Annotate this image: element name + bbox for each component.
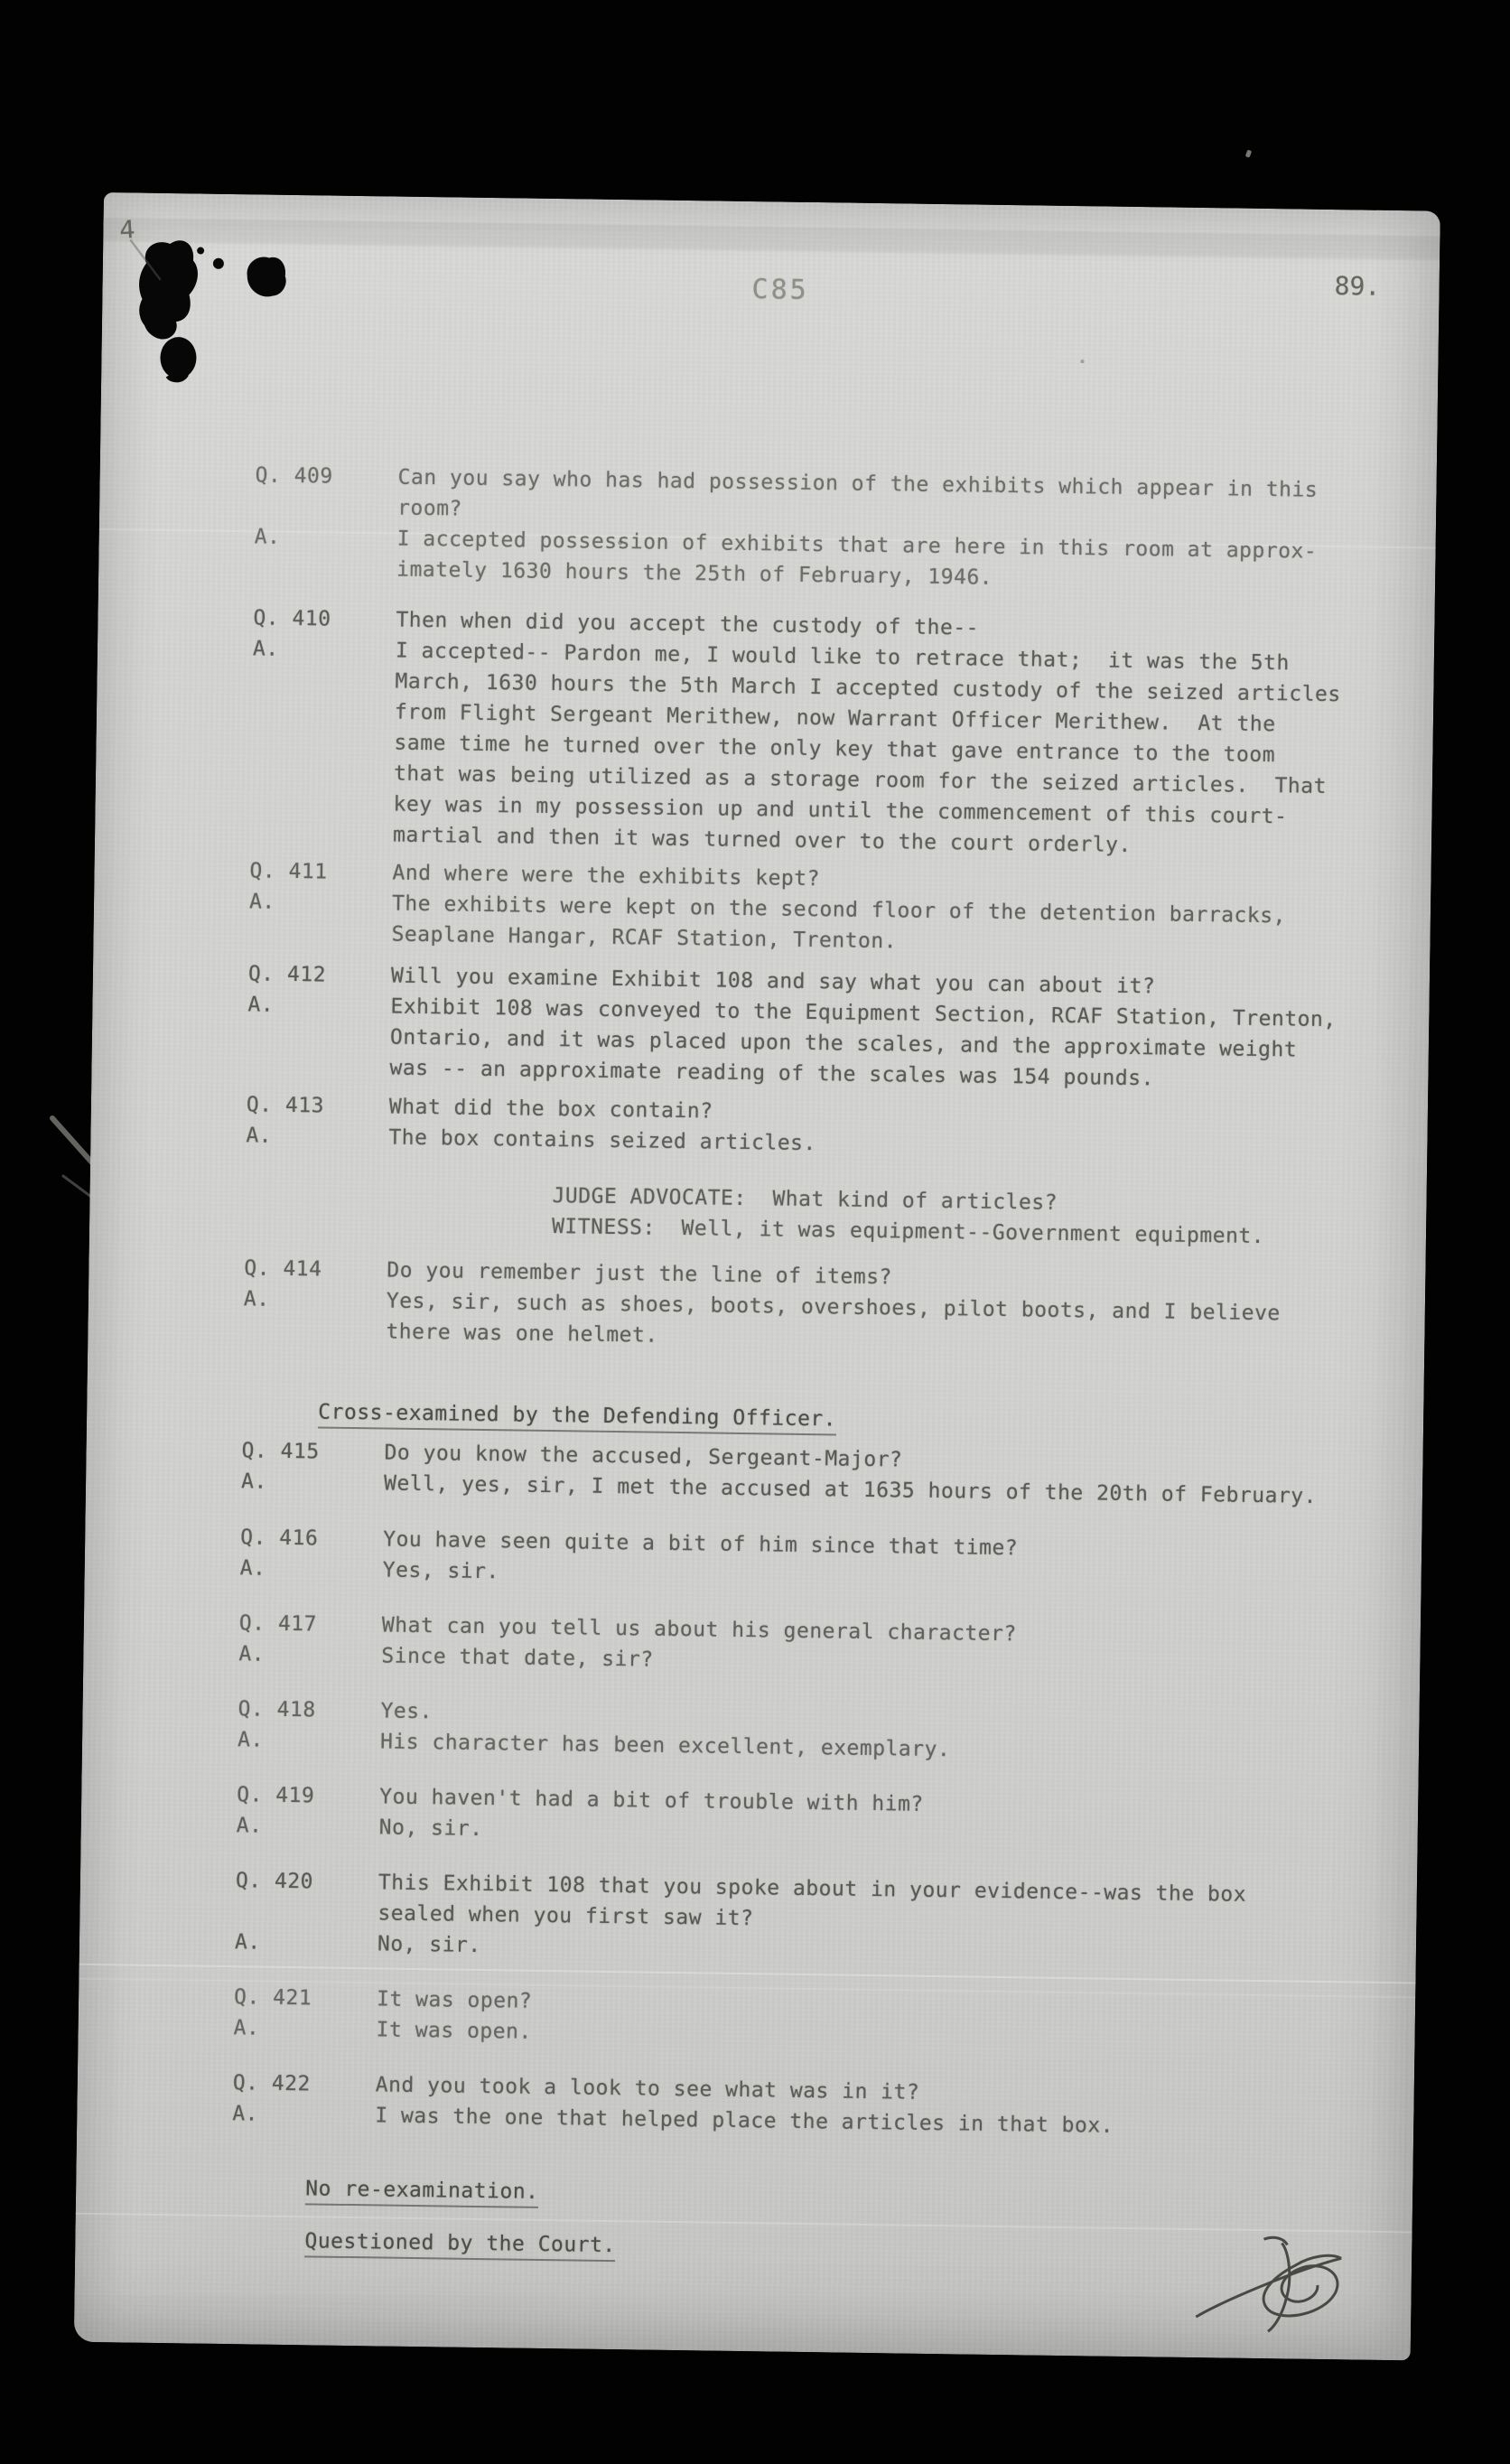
answer-text-line: same time he turned over the only key that gave entrance to the toom [394,731,1276,768]
question-text-line: What did the box contain? [388,1095,713,1124]
question-number: Q. 409 [255,463,333,489]
question-text-line: Can you say who has had possession of the exhibits which appear in this [397,465,1319,502]
question-number: Q. 422 [232,2071,312,2096]
answer-text-line: Exhibit 108 was conveyed to the Equipment Section, RCAF Station, Trenton, [390,994,1337,1032]
question-text-line: room? [396,496,463,521]
answer-text-line: I accepted possession of exhibits that are here in this room at approx- [396,527,1318,564]
handwritten-corner-number: 4 [118,215,136,245]
answer-label: A. [252,637,279,661]
answer-text-line: Ontario, and it was placed upon the scales, and the approximate weight [389,1025,1298,1062]
answer-text-line: His character has been excellent, exemplary. [379,1730,951,1762]
answer-text-line: Yes, sir. [382,1558,500,1584]
answer-text-line: The box contains seized articles. [388,1125,817,1156]
answer-label: A. [232,2102,259,2126]
cross-examination-heading-text: Cross-examined by the Defending Officer. [318,1400,836,1435]
answer-label: A. [234,1930,261,1955]
answer-text-line: Since that date, sir? [381,1644,654,1672]
answer-label: A. [239,1556,266,1581]
answer-label: A. [233,2016,260,2040]
no-reexamination-heading: No re-examination. [227,2142,539,2238]
header-center-code: C85 [751,274,809,306]
answer-text-line: Well, yes, sir, I met the accused at 1635 hours of the 20th of February. [383,1471,1318,1508]
document-page [74,192,1440,2360]
answer-label: A. [236,1814,263,1838]
answer-text-line: key was in my possession up and until the commencement of this court- [393,792,1288,829]
question-number: Q. 421 [233,1985,312,2011]
answer-label: A. [248,890,275,914]
question-text-line: Do you remember just the line of items? [387,1258,893,1290]
answer-text-line: martial and then it was turned over to the court orderly. [392,823,1132,857]
question-number: Q. 412 [247,962,327,987]
question-text-line: And where were the exhibits kept? [392,861,821,891]
question-number: Q. 410 [253,606,331,631]
answer-text-line: Seaplane Hangar, RCAF Station, Trenton. [391,922,898,954]
question-text-line: Do you know the accused, Sergeant-Major? [384,1441,903,1472]
question-text-line: What can you tell us about his general character? [381,1613,1018,1647]
question-text-line: And you took a look to see what was in it? [375,2073,920,2105]
questioned-by-court-heading: Questioned by the Court. [227,2194,617,2291]
answer-text-line: Yes, sir, such as shoes, boots, overshoes, pilot boots, and I believe [386,1289,1281,1326]
answer-text-line: I was the one that helped place the articles in that box. [375,2104,1114,2138]
question-number: Q. 417 [238,1611,318,1637]
question-number: Q. 411 [249,859,328,884]
answer-label: A. [237,1728,264,1752]
answer-label: A. [238,1642,266,1666]
question-number: Q. 413 [246,1093,325,1118]
answer-label: A. [247,993,275,1017]
judge-advocate-line: JUDGE ADVOCATE: What kind of articles? [552,1184,1058,1215]
question-text-line: Yes. [380,1699,433,1724]
answer-text-line: was -- an approximate reading of the scales was 154 pounds. [389,1056,1155,1091]
answer-text-line: there was one helmet. [386,1320,658,1348]
answer-text-line: I accepted-- Pardon me, I would like to retrace that; it was the 5th [395,639,1290,676]
question-text-line: This Exhibit 108 that you spoke about in your evidence--was the box [378,1871,1247,1907]
question-text-line: sealed when you first saw it? [378,1901,754,1931]
question-text-line: It was open? [376,1987,533,2013]
question-text-line: Will you examine Exhibit 108 and say what you can about it? [390,964,1156,999]
answer-text-line: that was being utilized as a storage room for the seized articles. That [393,761,1328,798]
answer-label: A. [243,1287,270,1311]
handwritten-scribble [74,192,1440,2360]
answer-text-line: No, sir. [378,1815,483,1842]
page-number: 89. [1334,271,1381,302]
question-number: Q. 414 [244,1256,322,1282]
answer-text-line: The exhibits were kept on the second floor of the detention barracks, [391,891,1287,929]
answer-label: A. [246,1124,273,1148]
answer-text-line: March, 1630 hours the 5th March I accepted custody of the seized articles [395,669,1341,707]
answer-text-line: imately 1630 hours the 25th of February, 1946. [396,557,993,590]
witness-line: WITNESS: Well, it was equipment--Government equipment. [551,1215,1265,1249]
question-text-line: You haven't had a bit of trouble with him? [379,1785,924,1816]
answer-text-line: from Flight Sergeant Merithew, now Warrant Officer Merithew. At the [394,700,1276,737]
question-number: Q. 416 [240,1526,319,1551]
question-number: Q. 415 [241,1439,320,1464]
answer-label: A. [254,525,281,549]
answer-text-line: It was open. [376,2018,532,2044]
question-number: Q. 420 [235,1869,314,1894]
question-text-line: Then when did you accept the custody of the-- [396,608,980,640]
answer-label: A. [240,1470,267,1494]
question-number: Q. 419 [237,1783,315,1808]
question-text-line: You have seen quite a bit of him since that time? [383,1527,1019,1561]
answer-text-line: No, sir. [377,1932,481,1958]
question-number: Q. 418 [238,1697,316,1722]
